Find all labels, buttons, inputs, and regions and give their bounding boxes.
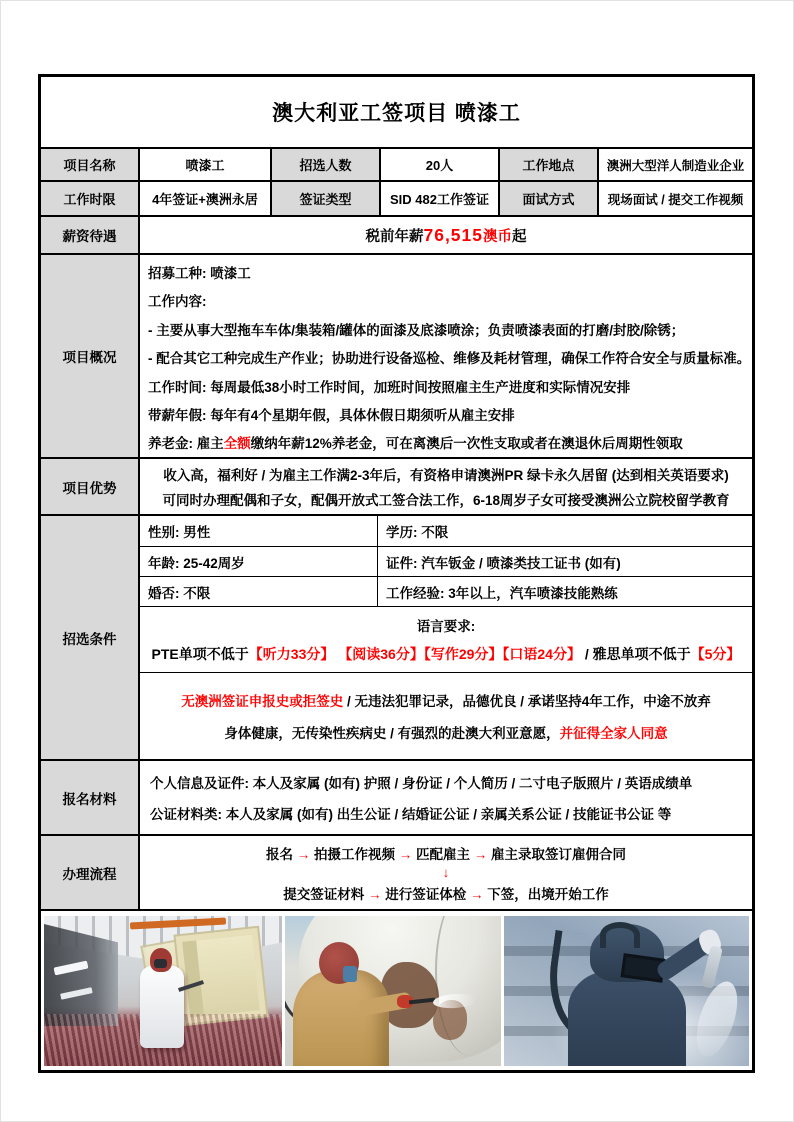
language-requirement-block [140,607,752,673]
worker-figure [140,966,184,1048]
hood-hose [600,922,640,948]
overview-line: - 配合其它工种完成生产作业；协助进行设备巡检、维修及耗材管理，确保工作符合安全与质量标准。 [148,351,751,367]
text-segment: 身体健康，无传染性疾病史 / 有强烈的赴澳大利亚意愿， [224,725,560,741]
text-segment: 并征得全家人同意 [559,725,668,741]
process-content [138,836,752,909]
experience-condition: 工作经验: 3年以上，汽车喷漆技能熟练 [386,585,618,601]
project-name-label: 项目名称 [41,149,138,180]
text-segment: → [296,846,311,862]
text-segment: 全额 [223,436,251,452]
text-segment: 下签，出境开始工作 [483,886,609,902]
visa-type-value: SID 482工作签证 [379,182,498,215]
duration-label: 工作时限 [41,182,138,215]
headcount-label: 招选人数 [270,149,379,180]
age-condition: 年龄: 25-42周岁 [140,547,378,576]
worker-visor [343,966,357,982]
text-segment: / 雅思单项不低于 [580,645,691,662]
other-condition-line [224,722,667,742]
conditions-content [138,516,752,759]
materials-line: 公证材料类: 本人及家属 (如有) 出生公证 / 结婚证公证 / 亲属关系公证 / 技能证书公证 等 [150,807,672,822]
interview-value: 现场面试 / 提交工作视频 [597,182,752,215]
blue-sandblasting-worker-photo [504,916,749,1066]
condition-grid-row [140,547,752,577]
text-segment: 起 [512,228,527,245]
worker-figure [568,970,686,1066]
salary-value [138,217,752,253]
advantages-label: 项目优势 [41,459,138,514]
document-title: 澳大利亚工签项目 喷漆工 [272,102,521,125]
worker-figure [293,970,389,1066]
conditions-label: 招选条件 [41,516,138,759]
salary-label: 薪资待遇 [41,217,138,253]
text-segment: → [473,846,488,862]
overview-content [138,255,752,457]
advantages-row [41,457,752,514]
spray-booth-worker-photo [44,916,282,1066]
condition-grid-row [140,577,752,607]
headcount-value: 20人 [379,149,498,180]
text-segment: 76,515 [423,224,484,245]
salary-row [41,215,752,253]
language-requirement-title: 语言要求: [416,619,476,635]
overview-line: - 主要从事大型拖车车体/集装箱/罐体的面漆及底漆喷涂；负责喷漆表面的打磨/封胶/除锈； [148,322,685,338]
materials-content [138,761,752,834]
visa-type-label: 签证类型 [270,182,379,215]
advantage-line: 收入高，福利好 / 为雇主工作满2-3年后，有资格申请澳洲PR 绿卡永久居留 (达到相关英语要求) [163,468,729,483]
location-label: 工作地点 [498,149,597,180]
hanging-frame [173,926,268,1026]
text-segment: 【听力33分】 【阅读36分】【写作29分】【口语24分】 [248,645,581,662]
marital-condition: 婚否: 不限 [140,577,378,606]
process-step-line [283,883,609,903]
materials-label: 报名材料 [41,761,138,834]
process-step-line [266,843,626,863]
info-row-1 [41,147,752,180]
text-segment: 匹配雇主 [412,846,474,862]
materials-line: 个人信息及证件: 本人及家属 (如有) 护照 / 身份证 / 个人简历 / 二寸电子版照片 / 英语成绩单 [150,776,693,791]
other-condition-line [181,690,711,710]
education-condition: 学历: 不限 [386,525,449,540]
advantages-content [138,459,752,514]
text-segment: 雇主录取签订雇佣合同 [487,846,627,862]
location-value: 澳洲大型洋人制造业企业 [597,149,752,180]
overview-line: 招募工种: 喷漆工 [148,266,251,281]
text-segment: PTE单项不低于 [151,645,249,662]
certificate-condition: 证件: 汽车钣金 / 喷漆类技工证书 (如有) [386,555,621,571]
materials-row [41,759,752,834]
language-requirement-line [152,644,741,664]
text-segment: 养老金: 雇主 [148,436,224,452]
worker-visor [154,959,167,968]
overview-row [41,253,752,457]
text-segment: 进行签证体检 [381,886,470,902]
project-name-value: 喷漆工 [138,149,270,180]
condition-grid-row [140,516,752,547]
down-arrow-icon: ↓ [442,865,450,880]
duration-value: 4年签证+澳洲永居 [138,182,270,215]
photo-strip [41,909,752,1070]
text-segment: → [367,886,382,902]
document-title-row [41,77,752,147]
info-row-2 [41,180,752,215]
overview-line: 工作时间: 每周最低38小时工作时间，加班时间按照雇主生产进度和实际情况安排 [148,379,631,395]
other-conditions-block [140,673,752,759]
conditions-row [41,514,752,759]
process-label: 办理流程 [41,836,138,909]
overview-label: 项目概况 [41,255,138,457]
gender-condition: 性别: 男性 [140,516,378,546]
text-segment: → [470,886,484,902]
text-segment: → [398,846,413,862]
overview-pension-line [148,430,752,458]
overview-line: 工作内容: [148,294,207,310]
text-segment: / 无违法犯罪记录，品德优良 / 承诺坚持4年工作，中途不放弃 [343,694,711,710]
text-segment: 无澳洲签证申报史或拒签史 [181,694,344,710]
text-segment: 澳币 [483,228,513,245]
text-segment: 缴纳年薪12%养老金，可在离澳后一次性支取或者在澳退休后周期性领取 [250,436,683,452]
text-segment: 拍摄工作视频 [310,846,399,862]
overview-line: 带薪年假: 每年有4个星期年假，具体休假日期须听从雇主安排 [148,408,515,424]
advantage-line: 可同时办理配偶和子女，配偶开放式工签合法工作，6-18周岁子女可接受澳洲公立院校留学教育 [162,493,730,508]
text-segment: 提交签证材料 [283,886,368,902]
process-row [41,834,752,909]
interview-label: 面试方式 [498,182,597,215]
text-segment: 报名 [265,846,297,862]
text-segment: 【5分】 [690,645,741,662]
text-segment: 税前年薪 [365,228,424,245]
recruitment-table [38,74,755,1073]
tank-sandblasting-worker-photo [285,916,501,1066]
